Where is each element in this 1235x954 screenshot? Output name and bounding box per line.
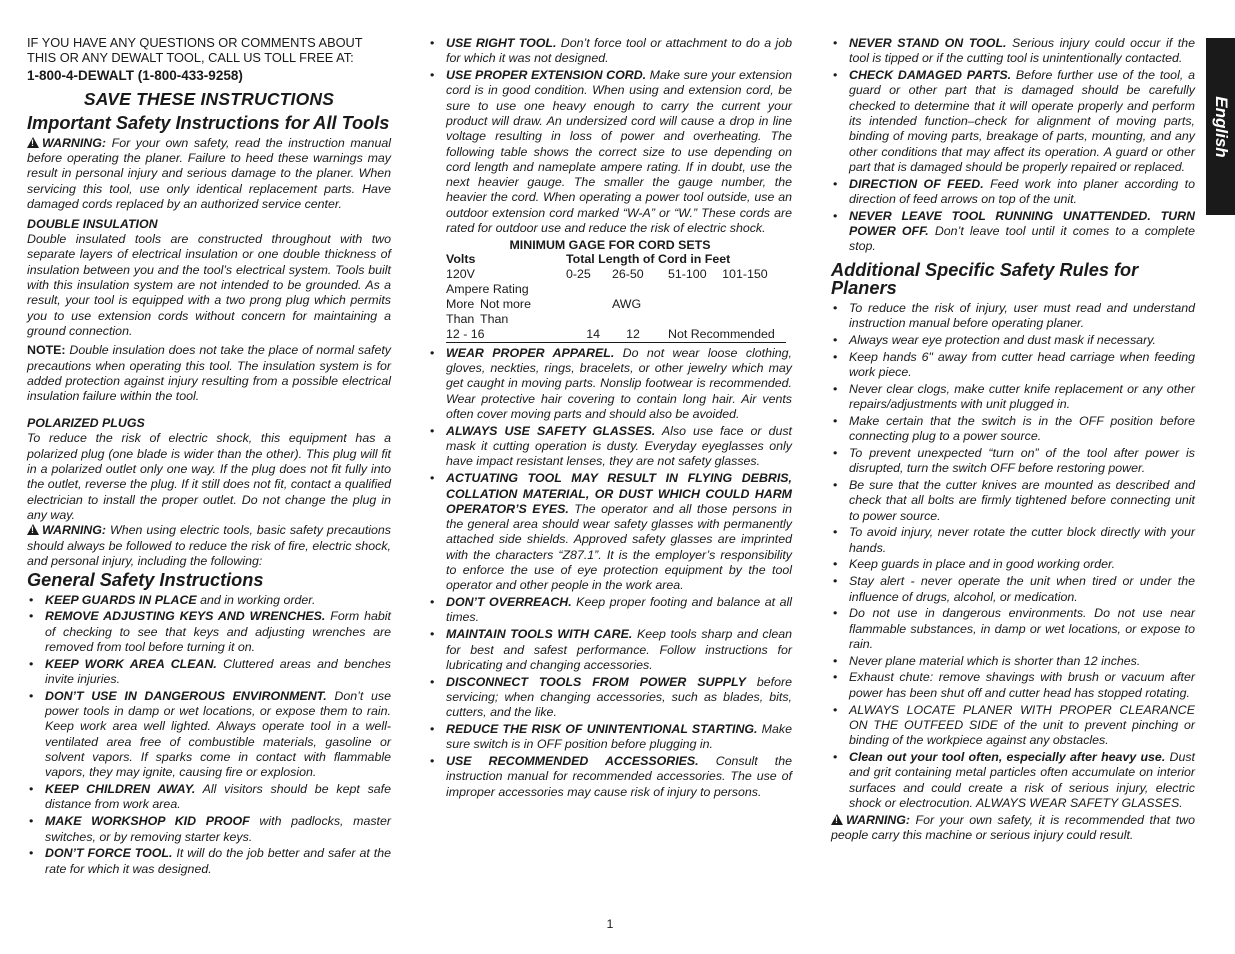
warning-triangle-icon bbox=[27, 524, 39, 535]
warning-text: For your own safety, read the instruction manual before operating the planer. Failure to heed these warnings may result in personal injury and serious damage to the planer. When servicing this tool, use only identical replacement parts. Have damaged cords replaced by an authorized service center. bbox=[27, 135, 391, 211]
gage-value: 12 bbox=[612, 327, 668, 343]
list-item: • ACTUATING TOOL MAY RESULT IN FLYING DEBRIS, COLLATION MATERIAL, OR DUST WHICH COULD HARM OPERATOR’S EYES. The operator and all those persons in the general area should wear safety glasses with permanently attached side shields. Approved safety glasses are imprinted with the characters “Z87.1”. It is the employer’s responsibility to enforce the use of eye protection equipment by the tool operator and other people in the work area. bbox=[428, 471, 792, 593]
column-left bbox=[27, 36, 391, 878]
awg-label: AWG bbox=[612, 296, 642, 311]
volts-header: Volts bbox=[446, 251, 476, 266]
list-item: • KEEP GUARDS IN PLACE and in working order. bbox=[27, 593, 391, 608]
list-item: • WEAR PROPER APPAREL. Do not wear loose clothing, gloves, neckties, rings, bracelets, or other jewelry which may get caught in moving parts. Nonslip footwear is recommended. Wear protective hair covering to contain long hair. Air vents often cover moving parts and should also be avoided. bbox=[428, 346, 792, 422]
safety-list-b bbox=[428, 346, 792, 800]
length-col: 0-25 bbox=[566, 266, 591, 281]
heading-important-safety: Important Safety Instructions for All Tools bbox=[27, 113, 390, 134]
warning-triangle-icon bbox=[27, 137, 39, 148]
list-item: • Clean out your tool often, especially after heavy use. Dust and grit containing metal particles often accumulate on interior surfaces and could create a risk of serious injury, electric shock or electrocution. ALWAYS WEAR SAFETY GLASSES. bbox=[831, 750, 1195, 811]
more-label: More bbox=[446, 296, 475, 311]
warning-paragraph-2 bbox=[27, 523, 391, 569]
list-item: • MAKE WORKSHOP KID PROOF with padlocks, master switches, or by removing starter keys. bbox=[27, 814, 391, 845]
phone-number: 1-800-4-DEWALT (1-800-433-9258) bbox=[27, 68, 243, 84]
list-item: • Keep hands 6" away from cutter head carriage when feeding work piece. bbox=[831, 350, 1195, 381]
warning-paragraph-1 bbox=[27, 136, 391, 212]
page-number: 1 bbox=[606, 917, 614, 931]
list-item: • Never clear clogs, make cutter knife replacement or any other repairs/adjustments with unit plugged in. bbox=[831, 382, 1195, 413]
subheading-double-insulation: DOUBLE INSULATION bbox=[27, 217, 158, 232]
gage-table-title: MINIMUM GAGE FOR CORD SETS bbox=[509, 237, 711, 252]
list-item: • Be sure that the cutter knives are mounted as described and check that all bolts are firmly tightened before connecting unit to power source. bbox=[831, 478, 1195, 524]
warning-label: WARNING: bbox=[42, 523, 107, 538]
list-item: • Do not use in dangerous environments. Do not use near flammable substances, in damp or wet locations, or expose to rain. bbox=[831, 606, 1195, 652]
list-item: • ALWAYS USE SAFETY GLASSES. Also use face or dust mask it cutting operation is dusty. Everyday eyeglasses only have impact resistant lenses, they are not safety glasses. bbox=[428, 424, 792, 470]
list-item: • USE RIGHT TOOL. Don’t force tool or attachment to do a job for which it was not designed. bbox=[428, 36, 792, 67]
note-label: NOTE: bbox=[27, 343, 66, 358]
list-item: • Make certain that the switch is in the OFF position before connecting plug to a power source. bbox=[831, 414, 1195, 445]
warning-triangle-icon bbox=[831, 814, 843, 825]
than-label: Than bbox=[480, 311, 509, 326]
list-item: • Exhaust chute: remove shavings with brush or vacuum after power has been shut off and cutter head has stopped rotating. bbox=[831, 670, 1195, 701]
column-right bbox=[831, 36, 1195, 844]
heading-general-safety: General Safety Instructions bbox=[27, 570, 264, 591]
list-item: • DIRECTION OF FEED. Feed work into planer according to direction of feed arrows on top of the unit. bbox=[831, 177, 1195, 208]
length-col: 51-100 bbox=[668, 266, 707, 281]
save-instructions-heading: SAVE THESE INSTRUCTIONS bbox=[83, 89, 335, 110]
heading-planer-rules: Additional Specific Safety Rules for Planers bbox=[831, 259, 1139, 299]
cord-gage-table bbox=[446, 252, 786, 343]
list-item: • REDUCE THE RISK OF UNINTENTIONAL STARTING. Make sure switch is in OFF position before plugging in. bbox=[428, 722, 792, 753]
warning-paragraph-3 bbox=[831, 813, 1195, 844]
not-more-label: Not more bbox=[480, 296, 531, 311]
list-item: • DON’T USE IN DANGEROUS ENVIRONMENT. Don’t use power tools in damp or wet locations, or expose them to rain. Keep work area well lighted. Always operate tool in a well-ventilated area free of combustible materials, gasoline or solvent vapors. If sparks come in contact with flammable vapors, they may ignite, causing fire or explosion. bbox=[27, 689, 391, 781]
list-item: • To reduce the risk of injury, user must read and understand instruction manual before operating planer. bbox=[831, 301, 1195, 332]
safety-list-a bbox=[428, 36, 792, 236]
list-item: • CHECK DAMAGED PARTS. Before further use of the tool, a guard or other part that is damaged should be carefully checked to determine that it will operate properly and perform its intended function–check for alignment of moving parts, binding of moving parts, breakage of parts, mounting, and any other conditions that may affect its operation. A guard or other part that is damaged should be properly repaired or replaced. bbox=[831, 68, 1195, 175]
list-item: • Keep guards in place and in good working order. bbox=[831, 557, 1195, 572]
double-insulation-text: Double insulated tools are constructed throughout with two separate layers of electrical insulation or one double thickness of insulation between you and the tool’s electrical system. Tools built with this insulation system are not intended to be grounded. As a result, your tool is equipped with a two prong plug which permits you to use extension cords without concern for maintaining a ground connection. bbox=[27, 232, 391, 338]
list-item: • REMOVE ADJUSTING KEYS AND WRENCHES. Form habit of checking to see that keys and adjusting wrenches are removed from tool before turning it on. bbox=[27, 609, 391, 655]
safety-list-c bbox=[831, 36, 1195, 255]
list-item: • ALWAYS LOCATE PLANER WITH PROPER CLEARANCE ON THE OUTFEED SIDE of the unit to prevent pinching or binding of the workpiece against any obstacles. bbox=[831, 703, 1195, 749]
general-safety-list bbox=[27, 593, 391, 877]
polarized-plugs-text: To reduce the risk of electric shock, this equipment has a polarized plug (one blade is wider than the other). This plug will fit in a polarized outlet only one way. If the plug does not fit fully into the outlet, reverse the plug. If it still does not fit, contact a qualified electrician to install the proper outlet. Do not change the plug in any way. bbox=[27, 431, 391, 522]
list-item: • USE PROPER EXTENSION CORD. Make sure your extension cord is in good condition. When using and extension cord, be sure to use one heavy enough to carry the current your product will draw. An undersized cord will cause a drop in line voltage resulting in loss of power and overheating. The following table shows the correct size to use depending on cord length and nameplate ampere rating. If in doubt, use the next heavier gauge. The smaller the gauge number, the heavier the cord. When operating a power tool outside, use an outdoor extension cord marked “W-A” or “W.” These cords are rated for outdoor use and reduce the risk of electric shock. bbox=[428, 68, 792, 236]
total-length-header: Total Length of Cord in Feet bbox=[566, 251, 731, 266]
list-item: • DON’T OVERREACH. Keep proper footing and balance at all times. bbox=[428, 595, 792, 626]
column-middle bbox=[428, 36, 792, 801]
list-item: • NEVER STAND ON TOOL. Serious injury could occur if the tool is tipped or if the cutting tool is unintentionally contacted. bbox=[831, 36, 1195, 67]
warning-text: When using electric tools, basic safety precautions should always be followed to reduce the risk of fire, electric shock, and personal injury, including the following: bbox=[27, 523, 391, 568]
note-text: Double insulation does not take the place of normal safety precautions when operating this tool. The insulation system is for added protection against injury resulting from a possible electrical insulation failure within the tool. bbox=[27, 343, 391, 404]
warning-text: For your own safety, it is recommended that two people carry this machine or serious injury could result. bbox=[831, 813, 1195, 843]
note-paragraph bbox=[27, 343, 391, 404]
gage-value: Not Recommended bbox=[668, 327, 786, 343]
length-col: 101-150 bbox=[722, 266, 768, 281]
ampere-range: 12 - 16 bbox=[446, 327, 566, 343]
planer-rules-list bbox=[831, 301, 1195, 812]
warning-label: WARNING: bbox=[42, 135, 107, 150]
subheading-polarized-plugs: POLARIZED PLUGS bbox=[27, 416, 145, 431]
list-item: • DON’T FORCE TOOL. It will do the job better and safer at the rate for which it was designed. bbox=[27, 846, 391, 877]
list-item: • MAINTAIN TOOLS WITH CARE. Keep tools sharp and clean for best and safest performance. Follow instructions for lubricating and changing accessories. bbox=[428, 627, 792, 673]
list-item: • KEEP CHILDREN AWAY. All visitors should be kept safe distance from work area. bbox=[27, 782, 391, 813]
list-item: • USE RECOMMENDED ACCESSORIES. Consult the instruction manual for recommended accessories. The use of improper accessories may cause risk of injury to persons. bbox=[428, 754, 792, 800]
length-col: 26-50 bbox=[612, 266, 644, 281]
language-tab bbox=[1206, 38, 1235, 215]
warning-label: WARNING: bbox=[846, 813, 911, 828]
than-label: Than bbox=[446, 311, 475, 326]
language-tab-label: English bbox=[1211, 95, 1231, 158]
list-item: • KEEP WORK AREA CLEAN. Cluttered areas and benches invite injuries. bbox=[27, 657, 391, 688]
list-item: • NEVER LEAVE TOOL RUNNING UNATTENDED. TURN POWER OFF. Don’t leave tool until it comes to a complete stop. bbox=[831, 209, 1195, 255]
list-item: • To avoid injury, never rotate the cutter block directly with your hands. bbox=[831, 525, 1195, 556]
list-item: • DISCONNECT TOOLS FROM POWER SUPPLY before servicing; when changing accessories, such as blades, bits, cutters, and the like. bbox=[428, 675, 792, 721]
voltage-value: 120V bbox=[446, 266, 475, 281]
list-item: • Always wear eye protection and dust mask if necessary. bbox=[831, 333, 1195, 348]
list-item: • Stay alert - never operate the unit when tired or under the influence of drugs, alcohol, or medication. bbox=[831, 574, 1195, 605]
gage-value: 14 bbox=[566, 327, 612, 343]
list-item: • To prevent unexpected “turn on” of the tool after power is disrupted, turn the switch OFF before restoring power. bbox=[831, 446, 1195, 477]
list-item: • Never plane material which is shorter than 12 inches. bbox=[831, 654, 1195, 669]
contact-text: IF YOU HAVE ANY QUESTIONS OR COMMENTS ABOUT THIS OR ANY DEWALT TOOL, CALL US TOLL FREE AT: bbox=[27, 35, 363, 65]
ampere-rating-label: Ampere Rating bbox=[446, 281, 529, 296]
